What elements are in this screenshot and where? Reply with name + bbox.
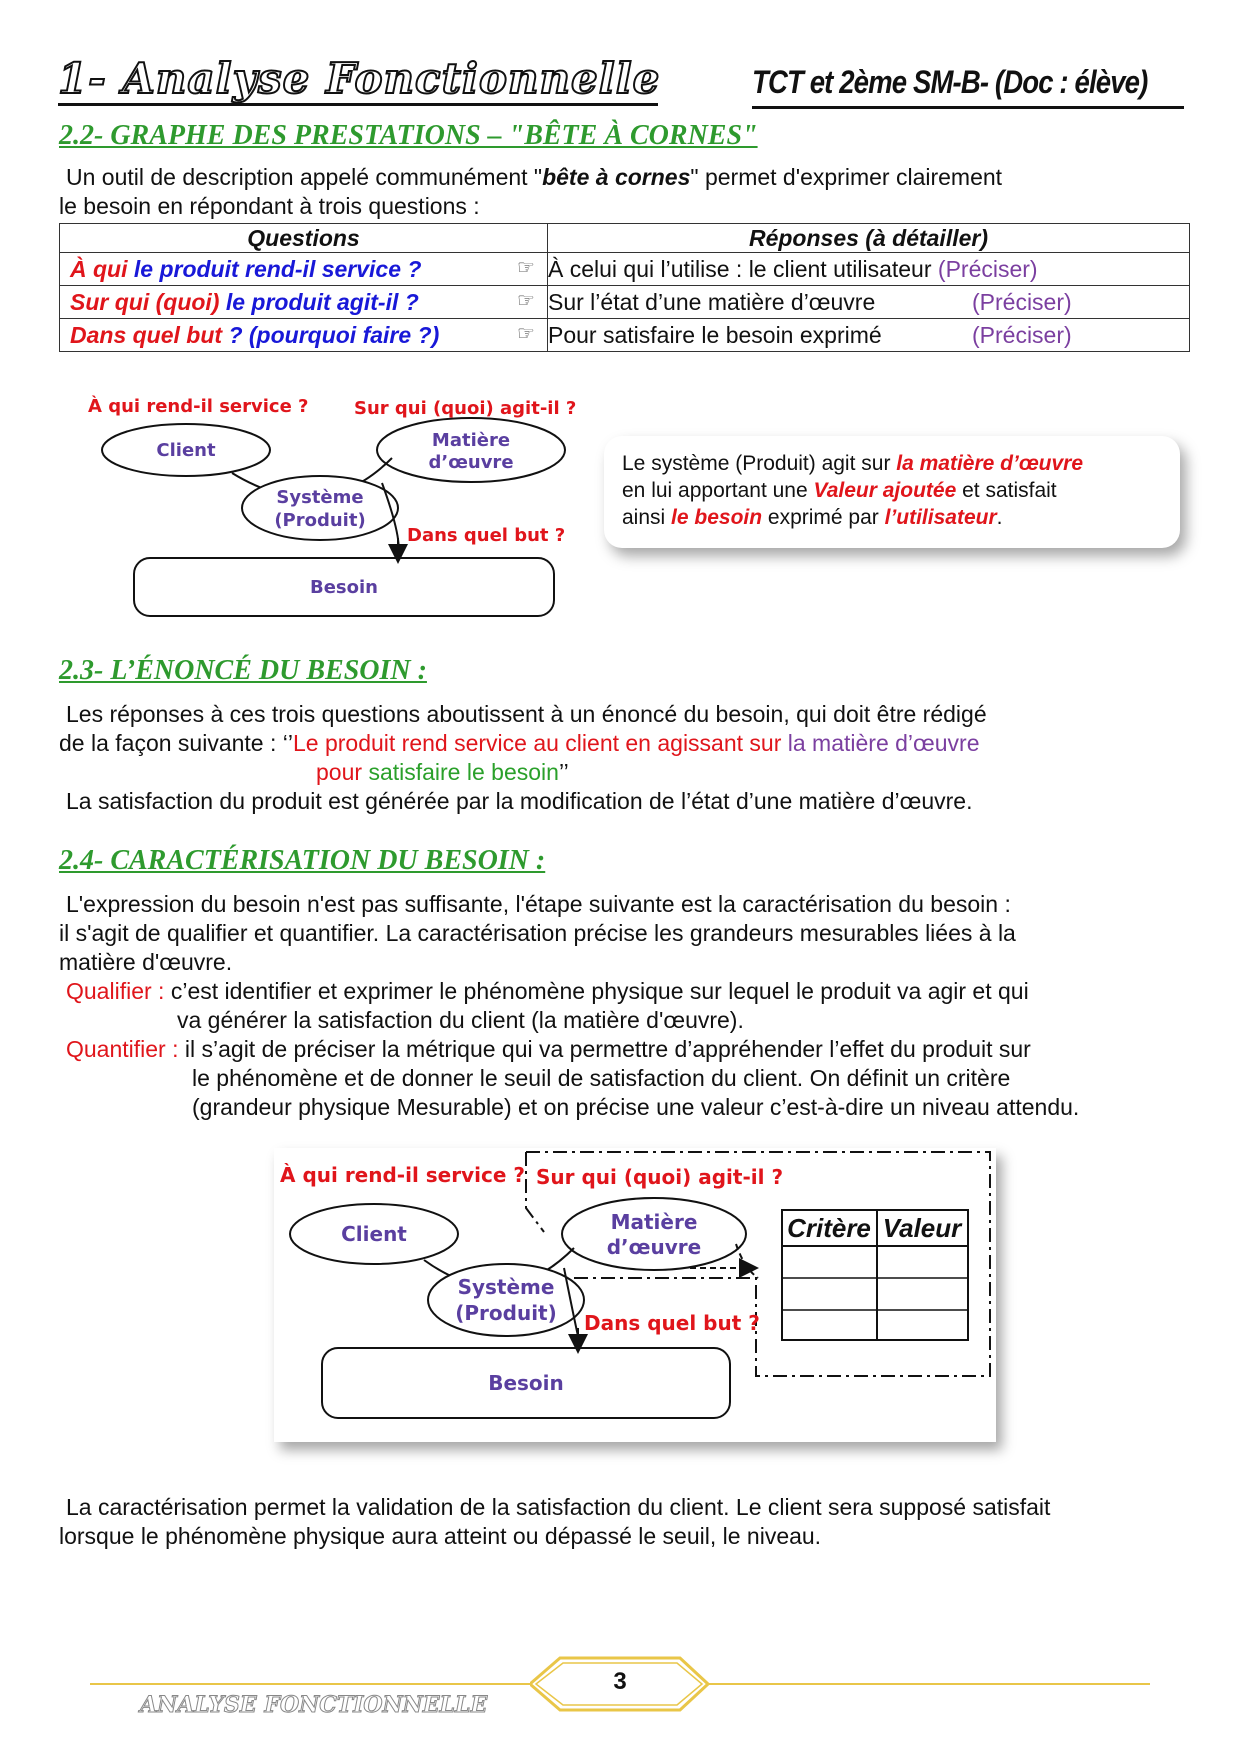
callout-text: Le système (Produit) agit sur <box>622 452 897 475</box>
precise-label: (Préciser) <box>972 321 1072 348</box>
callout-highlight: Valeur ajoutée <box>813 479 957 502</box>
intro-line-2: le besoin en répondant à trois questions : <box>59 193 480 219</box>
pointing-hand-icon: ☞ <box>517 323 535 345</box>
section-heading-2-4: 2.4- CARACTÉRISATION DU BESOIN : <box>59 845 546 876</box>
table-row <box>60 253 1190 286</box>
valeur-header: Valeur <box>882 1213 962 1243</box>
answer-text: À celui qui l’utilise : le client utilisateur <box>548 255 932 282</box>
callout-text: ainsi <box>622 506 672 529</box>
questions-table <box>59 223 1190 352</box>
answer-cell <box>517 253 1190 286</box>
system-callout <box>604 436 1180 548</box>
callout-text: en lui apportant une <box>622 479 814 502</box>
bete-a-cornes-diagram <box>82 388 582 624</box>
header-reponses: Réponses (à détailler) <box>548 224 1190 253</box>
systeme-label-1: Système <box>457 1275 555 1299</box>
intro-text-end: " permet d'exprimer clairement <box>690 164 1003 190</box>
subtitle-underline <box>752 106 1184 109</box>
question-blue: ? (pourquoi faire ?) <box>222 321 440 348</box>
question-blue: le produit rend-il service ? <box>127 255 422 282</box>
diagram-question-what: Sur qui (quoi) agit-il ? <box>354 398 577 419</box>
enonce-line-2 <box>59 729 980 758</box>
carac-line-1: L'expression du besoin n'est pas suffisante, l'étape suivante est la caractérisation du besoin : <box>66 891 1011 917</box>
quantifier-text: il s’agit de préciser la métrique qui va permettre d’appréhender l’effet du produit sur <box>184 1036 1031 1062</box>
document-subtitle: TCT et 2ème SM-B- (Doc : élève) <box>752 64 1148 100</box>
question-cell <box>60 253 548 286</box>
enonce-line-1: Les réponses à ces trois questions aboutissent à un énoncé du besoin, qui doit être rédigé <box>66 701 987 727</box>
matiere-label-1: Matière <box>431 430 511 451</box>
intro-text: Un outil de description appelé communément " <box>66 164 543 190</box>
precise-label: (Préciser) <box>972 288 1072 315</box>
table-row <box>60 319 1190 352</box>
enonce-red: Le produit rend service au client en agissant sur <box>292 730 788 756</box>
footer-line-left <box>90 1683 530 1685</box>
systeme-label-2: (Produit) <box>455 1301 557 1325</box>
intro-line-1 <box>66 163 1002 192</box>
dashed-frame-left <box>526 1152 544 1232</box>
footer-line-right <box>708 1683 1150 1685</box>
callout-line-2 <box>622 477 1180 504</box>
besoin-label: Besoin <box>488 1371 564 1395</box>
callout-highlight: la matière d’œuvre <box>896 452 1084 475</box>
conclusion-line-1: La caractérisation permet la validation de la satisfaction du client. Le client sera supposé satisfait <box>66 1494 1051 1520</box>
conclusion-line-2: lorsque le phénomène physique aura atteint ou dépassé le seuil, le niveau. <box>59 1523 822 1549</box>
enonce-text: de la façon suivante : ‘’ <box>59 730 293 756</box>
matiere-label-1: Matière <box>610 1210 698 1234</box>
diagram2-question-who: À qui rend-il service ? <box>280 1163 525 1187</box>
enonce-red: pour <box>316 759 369 785</box>
systeme-label-1: Système <box>276 487 364 508</box>
answer-cell <box>517 286 1190 319</box>
caracterisation-diagram <box>274 1148 996 1442</box>
diagram2-question-what: Sur qui (quoi) agit-il ? <box>536 1165 784 1189</box>
answer-text: Sur l’état d’une matière d’œuvre <box>548 288 876 315</box>
bete-a-cornes-svg <box>82 388 582 624</box>
title-underline <box>58 103 658 106</box>
enonce-line-4: La satisfaction du produit est générée par la modification de l’état d’une matière d’œuvre. <box>66 788 973 814</box>
callout-text: exprimé par <box>762 506 885 529</box>
answer-text: Pour satisfaire le besoin exprimé <box>548 321 882 348</box>
enonce-green: satisfaire le besoin <box>368 759 559 785</box>
diagram2-question-why: Dans quel but ? <box>584 1311 760 1335</box>
qualifier-label: Qualifier : <box>66 978 171 1004</box>
diagram-question-who: À qui rend-il service ? <box>88 396 309 417</box>
footer-label: ANALYSE FONCTIONNELLE <box>140 1692 488 1718</box>
header-questions: Questions <box>60 224 548 253</box>
enonce-text: ’’ <box>558 759 569 785</box>
table-row <box>60 286 1190 319</box>
quantifier-line-1 <box>66 1035 1031 1064</box>
enonce-line-3 <box>316 758 569 787</box>
callout-text: et satisfait <box>956 479 1057 502</box>
diagram-question-why: Dans quel but ? <box>407 525 566 546</box>
callout-text: . <box>996 506 1003 529</box>
section-heading-2-2: 2.2- GRAPHE DES PRESTATIONS – "BÊTE À CORNES" <box>59 120 758 151</box>
document-title: 1- Analyse Fonctionnelle <box>58 54 661 103</box>
client-label: Client <box>341 1222 407 1246</box>
client-label: Client <box>156 440 216 461</box>
callout-highlight: le besoin <box>671 506 763 529</box>
carac-line-3: matière d'œuvre. <box>59 949 233 975</box>
callout-highlight: l’utilisateur <box>884 506 997 529</box>
question-red: Dans quel but <box>70 321 223 348</box>
carac-line-2: il s'agit de qualifier et quantifier. La caractérisation précise les grandeurs mesurables liées à la <box>59 920 1016 946</box>
question-red: À qui <box>70 255 128 282</box>
systeme-label-2: (Produit) <box>274 510 366 531</box>
page-number: 3 <box>613 1668 627 1695</box>
question-blue: le produit agit-il ? <box>219 288 419 315</box>
pointing-hand-icon: ☞ <box>517 257 535 279</box>
besoin-label: Besoin <box>310 577 378 598</box>
enonce-purple: la matière d’œuvre <box>787 730 980 756</box>
quantifier-line-2: le phénomène et de donner le seuil de satisfaction du client. On définit un critère <box>192 1065 1011 1091</box>
matiere-label-2: d’œuvre <box>428 452 514 473</box>
quantifier-line-3: (grandeur physique Mesurable) et on précise une valeur c’est-à-dire un niveau attendu. <box>192 1094 1080 1120</box>
matiere-ellipse <box>562 1198 746 1270</box>
callout-line-3 <box>622 504 1180 531</box>
callout-line-1 <box>622 450 1180 477</box>
pointing-hand-icon: ☞ <box>517 290 535 312</box>
question-red: Sur qui (quoi) <box>70 288 220 315</box>
qualifier-line-2: va générer la satisfaction du client (la matière d'œuvre). <box>177 1007 744 1033</box>
question-cell <box>60 319 548 352</box>
precise-label: (Préciser) <box>937 255 1038 282</box>
question-cell <box>60 286 548 319</box>
quantifier-label: Quantifier : <box>66 1036 185 1062</box>
intro-bold: bête à cornes <box>542 164 691 190</box>
caracterisation-svg <box>274 1148 996 1442</box>
table-header-row <box>60 224 1190 253</box>
matiere-label-2: d’œuvre <box>606 1235 702 1259</box>
critere-header: Critère <box>787 1213 871 1243</box>
qualifier-text: c’est identifier et exprimer le phénomène physique sur lequel le produit va agir et qui <box>170 978 1029 1004</box>
answer-cell <box>517 319 1190 352</box>
qualifier-line-1 <box>66 977 1029 1006</box>
section-heading-2-3: 2.3- L’ÉNONCÉ DU BESOIN : <box>59 655 427 686</box>
